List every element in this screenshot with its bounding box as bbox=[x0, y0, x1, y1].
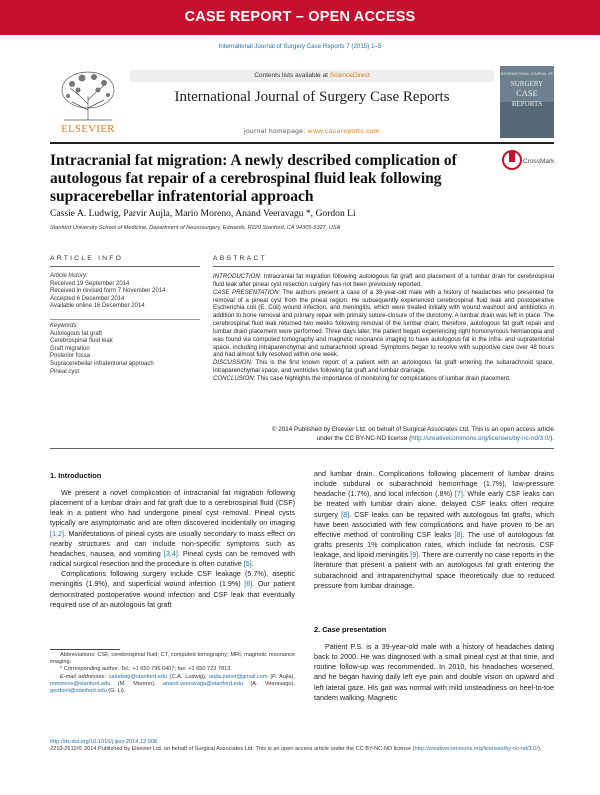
keywords-label: Keywords: bbox=[50, 323, 79, 329]
history-label: Article history: bbox=[50, 273, 88, 279]
email-link[interactable]: aujla.parvir@gmail.com bbox=[209, 673, 268, 680]
citation-link[interactable]: [7] bbox=[454, 489, 463, 499]
citation-link[interactable]: [5] bbox=[243, 559, 252, 569]
paragraph: Patient P.S. is a 39-year-old male with a history of headaches dating back to 2000. He was diagnosed with a small pineal cyst at that time, and routine follow-up was recommended. In 2010, his headaches worsened, and he began having daily left eye pain and double vision on upward and left lateral gaze. His gait was normal with mild unsteadiness on heel-to-toe tandem walking. Magnetic bbox=[314, 642, 554, 702]
journal-homepage bbox=[130, 128, 494, 135]
keyword: Pineal cyst bbox=[50, 368, 80, 375]
copyright-notice: © 2014 Published by Elsevier Ltd. on behalf of Surgical Associates Ltd. This is an open access article under the CC BY-NC-ND license (http://creativecommons.org/licenses/by-nc-nd/3.0/). bbox=[271, 426, 554, 442]
contents-bar bbox=[130, 70, 494, 82]
homepage-prefix: journal homepage: bbox=[244, 128, 308, 135]
article-title-line: supracerebellar infratentorial approach bbox=[50, 188, 314, 205]
footnotes bbox=[50, 652, 295, 695]
history-item: Received 19 September 2014 bbox=[50, 280, 130, 287]
article-info-heading: ARTICLE INFO bbox=[50, 255, 124, 262]
keyword: Posterior fossa bbox=[50, 353, 91, 360]
abbreviations-note: Abbreviations: CSF, cerebrospinal fluid; CT, computed tomography; MRI, magnetic resonance imaging. bbox=[50, 652, 295, 666]
citation-link[interactable]: [1,2] bbox=[50, 528, 64, 538]
elsevier-wordmark: ELSEVIER bbox=[61, 124, 115, 134]
article-title-line: Intracranial fat migration: A newly described complication of bbox=[50, 152, 457, 169]
crossmark-label: CrossMark bbox=[523, 158, 554, 165]
doi-link[interactable]: http://dx.doi.org/10.1016/j.ijscr.2014.12.008 bbox=[50, 739, 157, 745]
contents-prefix: Contents lists available at bbox=[254, 72, 330, 79]
header-rule bbox=[50, 142, 554, 144]
abstract-rule bbox=[213, 266, 554, 267]
paragraph: Complications following surgery include CSF leakage (5.7%), aseptic meningitis (1.9%), and superficial wound infection (1.9%) [6]. Our patient demonstrated postoperative wound infection and CSF leak that eventually required use of an autologous fat graft bbox=[50, 569, 295, 609]
keyword: Cerebrospinal fluid leak bbox=[50, 338, 113, 345]
keywords bbox=[50, 323, 200, 376]
email-addresses: E-mail addresses: caludwig@stanford.edu (C.A. Ludwig), aujla.parvir@gmail.com (P. Aujla), mmoreno@stanford.edu (M. Moreno), anand.veeravagu@stanford.edu (A. Veeravagu), gordonli@stanford.edu (G. Li). bbox=[50, 673, 296, 695]
paragraph: and lumbar drain. Complications following placement of lumbar drains include subdural or subarachnoid hemorrhage (1.7%), low-pressure headache (1.7%), and local infection (.8%) [7]. While early CSF leaks can be treated with lumbar drain alone, delayed CSF leaks often require surgery [8]. CSF leaks can be repaired with autologous fat grafts, which have been associated with few complications and have proven to be an effective method of controlling CSF leaks [8]. The use of autologous fat grafts presents 1% complication rates, which include fat necrosis, CSF leakage, and lipoid meningitis [9]. There are currently no case reports in the literature that present a patient with an autologous fat graft entering the subarachnoid and intraparenchymal space theoretically due to reduced pressure from lumbar drainage. bbox=[314, 469, 554, 590]
citation-link[interactable]: [6] bbox=[244, 579, 253, 589]
elsevier-tree-icon bbox=[50, 66, 126, 134]
issn-line: 2210-2612/© 2014 Published by Elsevier Ltd. on behalf of Surgical Associates Ltd. This is an open access article under the CC BY-NC-ND license (http://creativecommons.org/licenses/by-nc-nd/3.0/). bbox=[50, 746, 542, 753]
keyword: Graft migration bbox=[50, 345, 90, 352]
article-title bbox=[50, 152, 495, 206]
abstract-case: CASE PRESENTATION: The authors present a case of a 39-year-old male with a history of headaches who presented for removal of a pineal cyst from the pineal region. He subsequently experienced cerebrospinal fluid leak and postoperative Escherichia coli (E. Coli) wound infection, and meningitis, which were treated initially with wound washout and antibiotics in addition to bone removal and primary repair with primary suture-closure of the durotomy. A lumbar drain was left in place. The cerebrospinal fluid leak returned two weeks following removal of the lumbar drain; therefore, autologous fat graft repair and lumbar drain placement were performed. Three days later, the patient began experiencing right homonymous hemianopia and was found via computed tomography and magnetic resonance imaging to have autologous fat in the infra- and supratentorial space, including intraparenchymal and subarachnoid spread. Symptoms began to resolve with supportive care over 48 hours and had almost fully resolved within one week. bbox=[213, 288, 554, 359]
open-access-banner: CASE REPORT – OPEN ACCESS bbox=[0, 0, 600, 35]
cover-line2: SURGERY bbox=[510, 80, 544, 88]
citation-link[interactable]: [8] bbox=[341, 509, 350, 519]
license-link[interactable]: http://creativecommons.org/licenses/by-nc-nd/3.0/ bbox=[411, 434, 551, 442]
abstract-discussion: DISCUSSION: This is the first known report of a patient with an autologous fat graft entering the subarachnoid space, intraparenchymal space, and ventricles following fat graft and lumbar drainage. bbox=[213, 359, 554, 375]
doi-block bbox=[50, 739, 554, 753]
keywords-rule bbox=[50, 319, 200, 320]
elsevier-logo bbox=[50, 66, 126, 134]
keyword: Supracerebellar infratentorial approach bbox=[50, 360, 154, 367]
abstract-heading: ABSTRACT bbox=[213, 255, 267, 262]
keyword: Autologous fat graft bbox=[50, 330, 103, 337]
history-item: Accepted 6 December 2014 bbox=[50, 295, 125, 302]
case-presentation-body bbox=[314, 642, 554, 703]
author-list: Cassie A. Ludwig, Parvir Aujla, Mario Moreno, Anand Veeravagu *, Gordon Li bbox=[50, 208, 356, 219]
history-item: Available online 16 December 2014 bbox=[50, 303, 145, 310]
author-affiliation: Stanford University School of Medicine, Department of Neurosurgery, Edwards, R229 Stanford, CA 94305-5327, USA bbox=[50, 225, 341, 231]
abstract-conclusion: CONCLUSION: This case highlights the importance of monitoring for complications of lumbar drain placement. bbox=[213, 374, 511, 382]
email-link[interactable]: mmoreno@stanford.edu bbox=[50, 680, 111, 687]
abstract-introduction: INTRODUCTION: Intracranial fat migration following autologous fat graft and placement of a lumbar drain for cerebrospinal fluid leak after pineal cyst resection surgery has not been previously reported. bbox=[213, 273, 554, 288]
abstract-end-rule bbox=[50, 448, 554, 449]
section-heading-case-presentation: 2. Case presentation bbox=[314, 625, 387, 634]
history-item: Received in revised form 7 November 2014 bbox=[50, 288, 166, 295]
homepage-link[interactable]: www.casereports.com bbox=[307, 128, 380, 135]
introduction-body bbox=[50, 488, 295, 610]
journal-cover bbox=[500, 66, 554, 138]
abstract-body bbox=[213, 273, 554, 383]
footnote-rule bbox=[50, 649, 120, 650]
cover-line3: CASE bbox=[516, 88, 538, 98]
cover-line4: REPORTS bbox=[511, 100, 543, 108]
citation-link[interactable]: [9] bbox=[410, 550, 419, 560]
email-link[interactable]: anand.veeravagu@stanford.edu bbox=[162, 680, 243, 687]
license-link[interactable]: http://creativecommons.org/licenses/by-nc-nd/3.0/ bbox=[414, 746, 538, 753]
citation-link[interactable]: [8] bbox=[454, 529, 463, 539]
cover-line1: INTERNATIONAL JOURNAL OF bbox=[501, 72, 553, 76]
info-rule bbox=[50, 266, 200, 267]
introduction-body-continued bbox=[314, 469, 554, 591]
sciencedirect-link[interactable]: ScienceDirect bbox=[329, 72, 370, 79]
section-heading-introduction: 1. Introduction bbox=[50, 471, 102, 480]
journal-title: International Journal of Surgery Case Reports bbox=[174, 89, 450, 105]
email-link[interactable]: caludwig@stanford.edu bbox=[108, 673, 168, 680]
article-title-line: autologous fat repair of a cerebrospinal fluid leak following bbox=[50, 170, 442, 187]
paragraph: We present a novel complication of intracranial fat migration following placement of a lumbar drain and fat graft due to a cerebrospinal fluid (CSF) leak in a patient who had undergone pineal cyst removal. Pineal cysts typically are asymptomatic and are often discovered incidentally on imaging [1,2]. Manifestations of pineal cysts are usually secondary to mass effect on nearby structures and can include non-specific symptoms such as headaches, nausea, and vomiting [3,4]. Pineal cysts can be removed with radical surgical resection and the procedure is often curative [5]. bbox=[50, 488, 295, 569]
citation-link[interactable]: [3,4] bbox=[163, 548, 178, 558]
email-link[interactable]: gordonli@stanford.edu bbox=[50, 688, 107, 695]
article-history bbox=[50, 273, 200, 311]
crossmark-button[interactable] bbox=[502, 148, 554, 172]
corresponding-author-note: * Corresponding author. Tel.: +1 650 796 6407; fax: +1 650 723 7813. bbox=[60, 666, 232, 673]
journal-citation[interactable]: International Journal of Surgery Case Reports 7 (2015) 1–5 bbox=[218, 43, 382, 50]
